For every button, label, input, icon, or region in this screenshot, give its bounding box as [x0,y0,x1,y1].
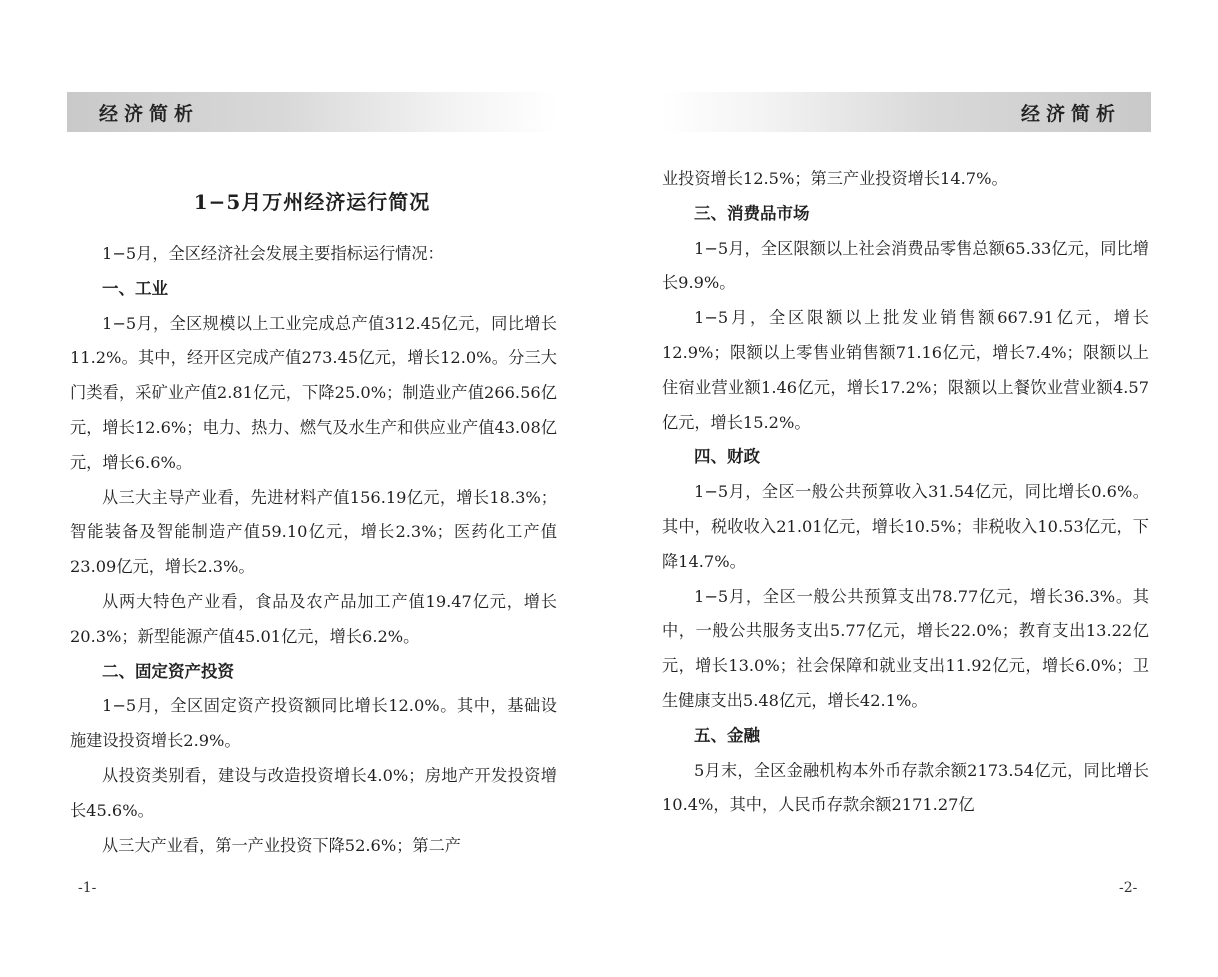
paragraph: 从三大产业看，第一产业投资下降52.6%；第二产 [102,835,461,855]
page-header: 经济简析 [67,92,557,132]
paragraph: 1−5月，全区一般公共预算收入31.54亿元，同比增长0.6%。其中，税收收入21.01亿元，增长10.5%；非税收入10.53亿元，下降14.7%。 [662,482,1149,571]
paragraph: 从两大特色产业看，食品及农产品加工产值19.47亿元，增长20.3%；新型能源产值45.01亿元，增长6.2%。 [70,591,557,646]
paragraph: 1−5月，全区规模以上工业完成总产值312.45亿元，同比增长11.2%。其中，经开区完成产值273.45亿元，增长12.0%。分三大门类看，采矿业产值2.81亿元，下降25.0%；制造业产值266.56亿元，增长12.6%；电力、热力、燃气及水生产和供应业产值43.08亿元，增长6.6%。 [70,313,557,472]
paragraph: 1−5月，全区限额以上批发业销售额667.91亿元，增长12.9%；限额以上零售业销售额71.16亿元，增长7.4%；限额以上住宿业营业额1.46亿元，增长17.2%；限额以上餐饮业营业额4.57亿元，增长15.2%。 [662,308,1149,432]
intro-paragraph: 1−5月，全区经济社会发展主要指标运行情况： [102,244,444,263]
section-heading-industry: 一、工业 [102,278,168,298]
article-body-right [662,162,1149,823]
page-number: -2- [1119,880,1138,896]
section-heading-finance: 四、财政 [694,447,760,467]
article-body-left [70,237,557,863]
article-title: 1−5月万州经济运行简况 [193,190,431,214]
paragraph: 1−5月，全区限额以上社会消费品零售总额65.33亿元，同比增长9.9%。 [662,238,1149,293]
paragraph: 1−5月，全区一般公共预算支出78.77亿元，增长36.3%。其中，一般公共服务支出5.77亿元，增长22.0%；教育支出13.22亿元，增长13.0%；社会保障和就业支出11.92亿元，增长6.0%；卫生健康支出5.48亿元，增长42.1%。 [662,586,1149,710]
page-number: -1- [78,880,97,896]
section-heading-banking: 五、金融 [694,725,760,745]
continued-paragraph: 业投资增长12.5%；第三产业投资增长14.7%。 [662,169,1008,188]
section-heading-consumer-market: 三、消费品市场 [694,203,810,223]
paragraph: 1−5月，全区固定资产投资额同比增长12.0%。其中，基础设施建设投资增长2.9%。 [70,696,557,751]
page-header: 经济简析 [661,92,1151,132]
paragraph: 5月末，全区金融机构本外币存款余额2173.54亿元，同比增长10.4%，其中，人民币存款余额2171.27亿 [662,760,1149,815]
section-heading-investment: 二、固定资产投资 [102,661,234,681]
paragraph: 从投资类别看，建设与改造投资增长4.0%；房地产开发投资增长45.6%。 [70,765,557,820]
right-page [609,0,1218,977]
paragraph: 从三大主导产业看，先进材料产值156.19亿元，增长18.3%；智能装备及智能制造产值59.10亿元，增长2.3%；医药化工产值23.09亿元，增长2.3%。 [70,487,557,577]
